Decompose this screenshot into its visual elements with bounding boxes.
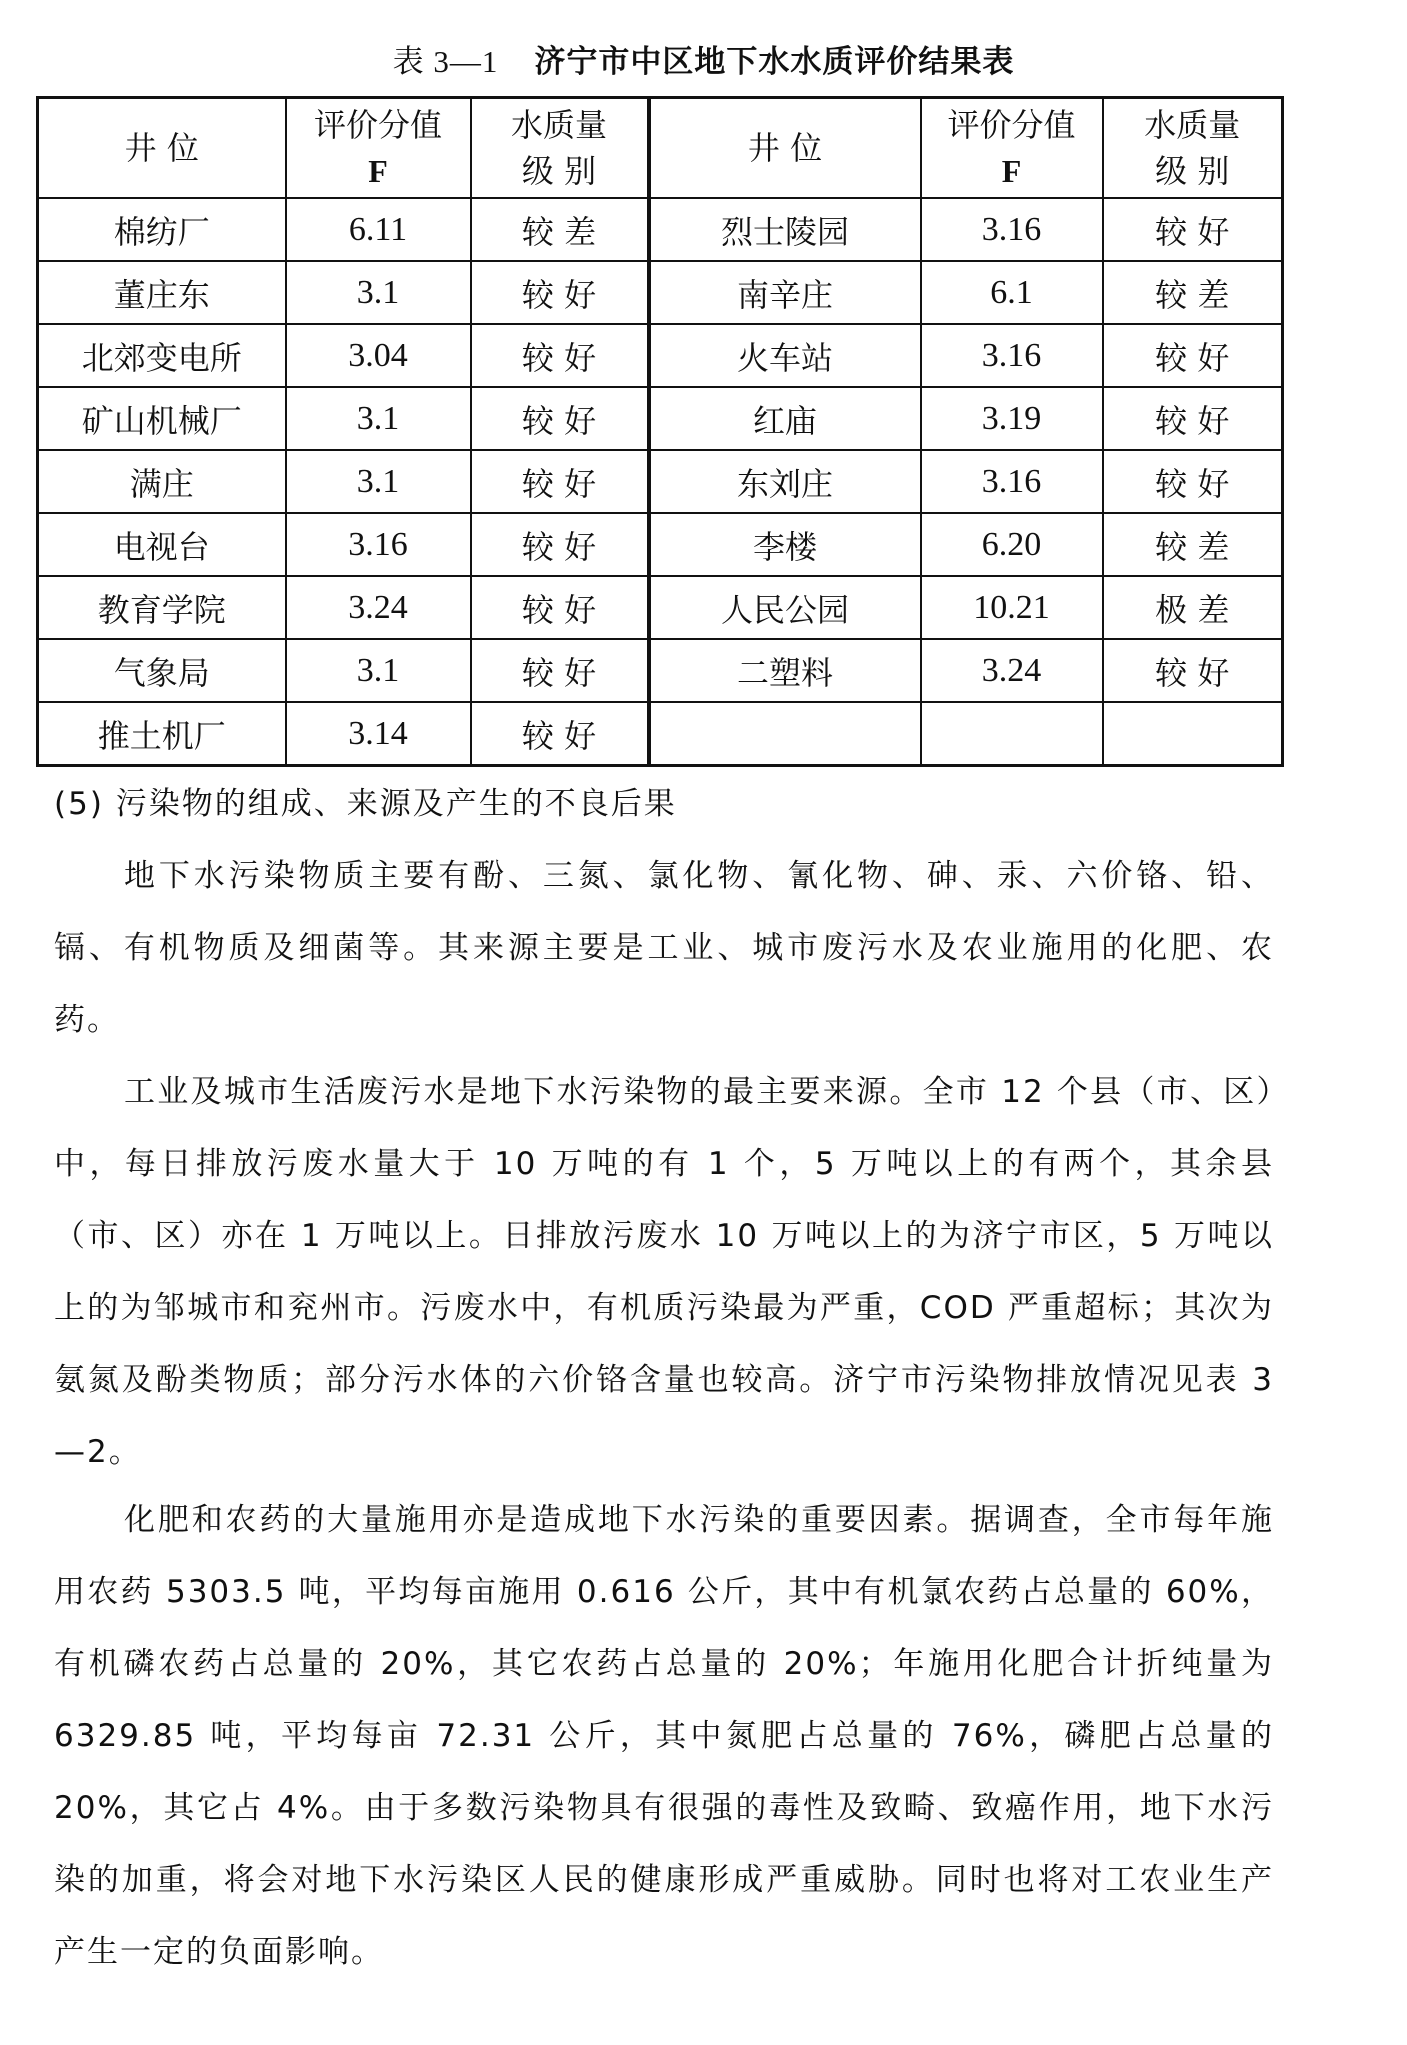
score-value: 6.1 <box>921 261 1103 324</box>
score-value: 3.04 <box>286 324 471 387</box>
well-name: 北郊变电所 <box>38 324 286 387</box>
well-name: 烈士陵园 <box>649 198 921 261</box>
table-number: 表 3—1 <box>392 44 499 79</box>
well-name: 教育学院 <box>38 576 286 639</box>
score-value: 3.16 <box>921 324 1103 387</box>
quality-grade <box>1103 702 1283 766</box>
table-row <box>38 639 1283 702</box>
table-header-row <box>38 98 1283 199</box>
well-name: 人民公园 <box>649 576 921 639</box>
table-caption <box>0 36 1407 81</box>
table-row <box>38 513 1283 576</box>
well-name: 气象局 <box>38 639 286 702</box>
quality-grade: 较 好 <box>1103 198 1283 261</box>
water-quality-table <box>36 96 1284 767</box>
quality-grade: 较 好 <box>471 450 649 513</box>
quality-grade: 较 好 <box>471 513 649 576</box>
header-well-right: 井 位 <box>649 98 921 199</box>
table-row <box>38 450 1283 513</box>
paragraph-pollutants: 地下水污染物质主要有酚、三氮、氯化物、氰化物、砷、汞、六价铬、铅、镉、有机物质及细菌等。其来源主要是工业、城市废污水及农业施用的化肥、农药。 <box>54 858 1274 1038</box>
table-row <box>38 198 1283 261</box>
well-name: 董庄东 <box>38 261 286 324</box>
score-value: 3.1 <box>286 450 471 513</box>
header-score-left: 评价分值 F <box>286 98 471 199</box>
quality-grade: 极 差 <box>1103 576 1283 639</box>
well-name: 满庄 <box>38 450 286 513</box>
well-name: 电视台 <box>38 513 286 576</box>
score-value: 3.24 <box>286 576 471 639</box>
score-value: 3.1 <box>286 261 471 324</box>
quality-grade: 较 好 <box>1103 387 1283 450</box>
quality-grade: 较 好 <box>471 576 649 639</box>
score-value: 3.24 <box>921 639 1103 702</box>
well-name: 李楼 <box>649 513 921 576</box>
score-value: 3.16 <box>286 513 471 576</box>
quality-grade: 较 好 <box>471 261 649 324</box>
quality-grade: 较 好 <box>471 387 649 450</box>
header-well-left: 井 位 <box>38 98 286 199</box>
score-value: 6.11 <box>286 198 471 261</box>
well-name: 红庙 <box>649 387 921 450</box>
well-name: 东刘庄 <box>649 450 921 513</box>
table-row <box>38 576 1283 639</box>
well-name: 矿山机械厂 <box>38 387 286 450</box>
quality-grade: 较 好 <box>1103 450 1283 513</box>
table-row <box>38 324 1283 387</box>
well-name: 火车站 <box>649 324 921 387</box>
score-value: 3.1 <box>286 639 471 702</box>
well-name <box>649 702 921 766</box>
header-score-right: 评价分值 F <box>921 98 1103 199</box>
paragraph-industrial-sources: 工业及城市生活废污水是地下水污染物的最主要来源。全市 12 个县（市、区）中，每日排放污废水量大于 10 万吨的有 1 个，5 万吨以上的有两个，其余县（市、区）亦在 1 万吨以上。日排放污废水 10 万吨以上的为济宁市区，5 万吨以上的为邹城市和兖州市。污废水中，有机质污染最为严重，COD 严重超标；其次为氨氮及酚类物质；部分污水体的六价铬含量也较高。济宁市污染物排放情况见表 3—2。 <box>54 1074 1274 1470</box>
well-name: 棉纺厂 <box>38 198 286 261</box>
quality-grade: 较 好 <box>471 324 649 387</box>
quality-grade: 较 好 <box>1103 639 1283 702</box>
header-grade-left: 水质量 级 别 <box>471 98 649 199</box>
score-value: 3.19 <box>921 387 1103 450</box>
score-value: 3.14 <box>286 702 471 766</box>
well-name: 南辛庄 <box>649 261 921 324</box>
table-row <box>38 261 1283 324</box>
quality-grade: 较 差 <box>471 198 649 261</box>
score-value: 3.16 <box>921 198 1103 261</box>
score-value: 10.21 <box>921 576 1103 639</box>
score-value: 3.1 <box>286 387 471 450</box>
quality-grade: 较 好 <box>471 702 649 766</box>
table-title: 济宁市中区地下水水质评价结果表 <box>534 44 1015 80</box>
well-name: 推土机厂 <box>38 702 286 766</box>
table-row <box>38 702 1283 766</box>
well-name: 二塑料 <box>649 639 921 702</box>
paragraph-agricultural-sources: 化肥和农药的大量施用亦是造成地下水污染的重要因素。据调查，全市每年施用农药 5303.5 吨，平均每亩施用 0.616 公斤，其中有机氯农药占总量的 60%，有机磷农药占总量的 20%，其它农药占总量的 20%；年施用化肥合计折纯量为 6329.85 吨，平均每亩 72.31 公斤，其中氮肥占总量的 76%，磷肥占总量的 20%，其它占 4%。由于多数污染物具有很强的毒性及致畸、致癌作用，地下水污染的加重，将会对地下水污染区人民的健康形成严重威胁。同时也将对工农业生产产生一定的负面影响。 <box>54 1502 1274 1970</box>
header-grade-right: 水质量 级 别 <box>1103 98 1283 199</box>
quality-grade: 较 好 <box>471 639 649 702</box>
quality-grade: 较 差 <box>1103 261 1283 324</box>
score-value <box>921 702 1103 766</box>
table-row <box>38 387 1283 450</box>
quality-grade: 较 好 <box>1103 324 1283 387</box>
score-value: 3.16 <box>921 450 1103 513</box>
section-heading: (5) 污染物的组成、来源及产生的不良后果 <box>54 786 677 822</box>
quality-grade: 较 差 <box>1103 513 1283 576</box>
score-value: 6.20 <box>921 513 1103 576</box>
